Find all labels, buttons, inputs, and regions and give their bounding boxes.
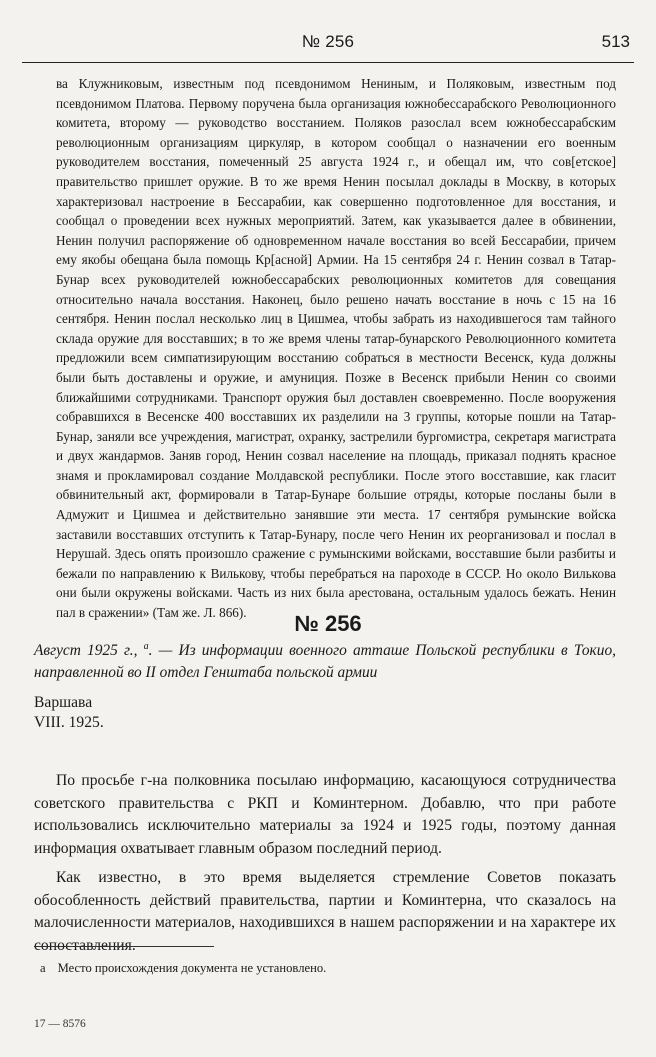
printer-signature: 17 — 8576 <box>34 1018 86 1030</box>
body-paragraph-2: Как известно, в это время выделяется стремление Советов показать обособленность действий правительства, партии и Коминтерна, что сказалось на малочисленности материалов, находившихся в нашем распоряжении и на характере их сопоставления. <box>34 868 616 954</box>
quote-paragraph: ва Клужниковым, известным под псевдонимом Нениным, и Поляковым, известным под псевдонимом Платова. Первому поручена была организация южнобессарабского Революционного комитета, второму — руководство восстанием. Поляков разослал всем южнобессарабским революционным организациям циркуляр, в котором сообщал о назначении его военным руководителем восстания, помеченный 25 августа 1924 г., и обещал им, что сов[етское] правительство пришлет оружие. В то же время Ненин посылал доклады в Москву, в которых характеризовал настроение в Бессарабии, как совершенно подготовленное для восстания, и сообщал о проведении всех нужных мероприятий. Затем, как указывается далее в обвинении, Ненин получил распоряжение об одновременном начале восстания во всей Бессарабии, причем ему якобы обещана была помощь Кр[асной] Армии. На 15 сентября 24 г. Ненин созвал в Татар-Бунар всех руководителей южнобессарабских революционных комитетов для совещания относительно начала восстания. Наконец, было решено начать восстание в ночь с 15 на 16 сентября. Ненин послал несколько лиц в Цишмеа, чтобы забрать из находившегося там тайного склада оружие для восставших; в то же время члены татар-бунарского Революционного комитета предложили всем симпатизирующим восстанию собраться в местности Весенск, куда должны были быть доставлены и оружие, и амуниция. Позже в Весенск прибыли Ненин со своими ближайшими сотрудниками. Транспорт оружия был доставлен своевременно. После вооружения собравшихся в Весенске 400 восставших их разделили на 3 группы, которые пошли на Татар-Бунар, заняли все учреждения, магистрат, охранку, застрелили бургомистра, секретаря магистрата и двух жандармов. Заняв город, Ненин созвал население на площадь, приказал поднять красное знамя и прокламировал создание Молдавской республики. После этого восставшие, как гласит обвинительный акт, формировали в Татар-Бунаре большие отряды, которые посланы были в Адмужит и Цишмеа и действительно занявшие эти места. 17 сентября румынские войска заставили восставших отступить к Татар-Бунару, после чего Ненин их реорганизовал и послал в Нерушай. Здесь опять произошло сражение с румынскими войсками, восставшие были разбиты и бежали по направлению к Вилькову, чтобы перебраться на пароходе в СССР. Но около Вилькова они были окружены войсками. Часть из них была арестована, остальным удалось бежать. Ненин пал в сражении» (Там же. Л. 866). <box>56 76 616 621</box>
footnote-rule <box>34 946 214 947</box>
document-body <box>34 770 616 964</box>
place-date-block <box>34 693 104 733</box>
place: Варшава <box>34 694 93 711</box>
document-number: № 256 <box>294 611 362 636</box>
header-rule <box>22 62 634 63</box>
quoted-indictment-text <box>56 74 616 623</box>
heading-description: . — Из информации военного атташе Польской республики в Токио, направленной во II отдел Генштаба польской армии <box>34 642 616 682</box>
heading-footnote-mark: а <box>143 641 149 652</box>
running-header <box>22 28 634 64</box>
footnote <box>40 960 616 976</box>
heading-date: Август 1925 г., <box>34 642 138 660</box>
document-heading <box>34 636 616 684</box>
page-number: 513 <box>601 32 630 51</box>
date: VIII. 1925. <box>34 714 104 731</box>
footnote-text: Место происхождения документа не установлено. <box>57 961 327 975</box>
body-paragraph-1: По просьбе г-на полковника посылаю информацию, касающуюся сотрудничества советского правительства с РКП и Коминтерном. Добавлю, что при работе использовались исключительно материалы за 1924 и 1925 годы, поэтому данная информация охватывает главным образом последний период. <box>34 772 616 858</box>
footnote-mark: а <box>40 961 46 975</box>
header-document-number: № 256 <box>301 32 355 51</box>
